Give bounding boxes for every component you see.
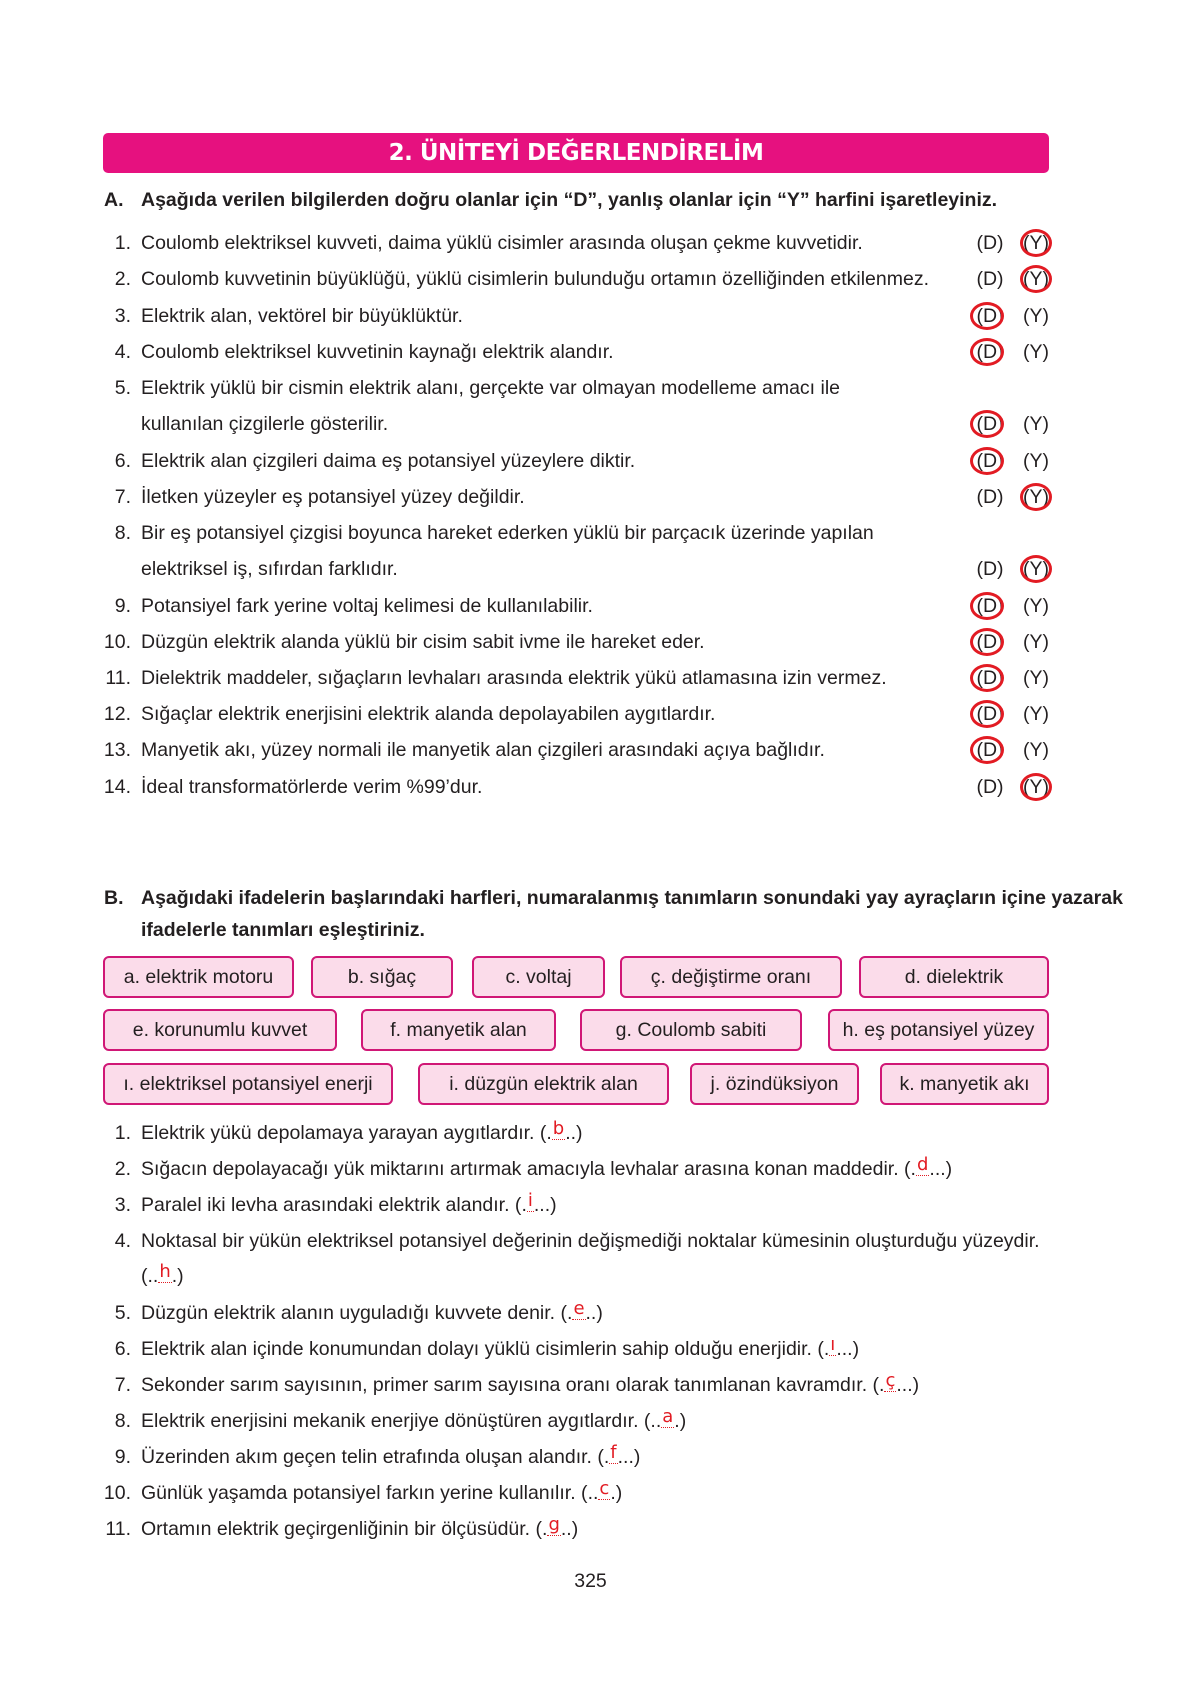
option-d[interactable] — [973, 699, 1007, 729]
option-d[interactable] — [973, 337, 1007, 367]
item-text: Dielektrik maddeler, sığaçların levhaları arasında elektrik yükü atlamasına izin vermez. — [141, 667, 887, 689]
item-number: 2. — [114, 1158, 131, 1180]
true-false-item — [100, 482, 1060, 512]
handwritten-answer[interactable]: c — [599, 1478, 610, 1499]
answer-dots: .. — [147, 1265, 159, 1287]
item-text — [141, 1406, 1080, 1437]
definition-text: Elektrik yükü depolamaya yarayan aygıtlardır. ( — [141, 1122, 547, 1144]
item-number: 12. — [103, 703, 131, 725]
answer-dots-close: ...) — [617, 1446, 641, 1468]
section-b-letter: B. — [104, 887, 124, 909]
item-number: 9. — [114, 1446, 131, 1468]
true-false-item — [100, 446, 1060, 476]
term-box: f. manyetik alan — [361, 1009, 556, 1051]
option-d-label: (D) — [976, 667, 1004, 689]
option-y-label: (Y) — [1023, 232, 1049, 254]
handwritten-answer[interactable]: d — [916, 1154, 929, 1175]
definition-text: Sekonder sarım sayısının, primer sarım sayısına oranı olarak tanımlanan kavramdır. ( — [141, 1374, 880, 1396]
item-text — [141, 1478, 1080, 1509]
definition-text: Elektrik enerjisini mekanik enerjiye dönüştüren aygıtlardır. ( — [141, 1410, 651, 1432]
option-y[interactable] — [1019, 446, 1053, 476]
option-d[interactable] — [973, 482, 1007, 512]
answer-circle-mark — [970, 410, 1004, 438]
item-text: Coulomb elektriksel kuvveti, daima yüklü cisimler arasında oluşan çekme kuvvetidir. — [141, 232, 863, 254]
option-y-label: (Y) — [1023, 739, 1049, 761]
answer-dots: .. — [650, 1410, 662, 1432]
term-box: ç. değiştirme oranı — [620, 956, 842, 998]
option-y[interactable] — [1019, 772, 1053, 802]
true-false-item — [100, 735, 1060, 765]
item-number: 9. — [114, 595, 131, 617]
term-box: a. elektrik motoru — [103, 956, 294, 998]
answer-circle-mark — [970, 338, 1004, 366]
option-d-label: (D) — [976, 558, 1004, 580]
section-b-instruction: Aşağıdaki ifadelerin başlarındaki harfleri, numaralanmış tanımların sonundaki yay ayraçların içine yazarak ifadelerle tanımları eşleştiriniz. — [141, 887, 1123, 941]
option-y-label: (Y) — [1023, 413, 1049, 435]
term-box: h. eş potansiyel yüzey — [828, 1009, 1049, 1051]
option-d-label: (D) — [976, 268, 1004, 290]
item-text — [141, 1514, 1080, 1545]
handwritten-answer[interactable]: ç — [885, 1370, 896, 1391]
true-false-item — [100, 663, 1060, 693]
section-a-instruction: Aşağıda verilen bilgilerden doğru olanlar için “D”, yanlış olanlar için “Y” harfini işaretleyiniz. — [141, 189, 998, 211]
answer-dots-close: .) — [171, 1265, 184, 1287]
term-box: d. dielektrik — [859, 956, 1049, 998]
true-false-item — [100, 301, 1060, 331]
answer-dots: . — [879, 1374, 885, 1396]
item-text-continued: elektriksel iş, sıfırdan farklıdır. — [141, 558, 398, 580]
option-y-label: (Y) — [1023, 703, 1049, 725]
handwritten-answer[interactable]: a — [662, 1406, 674, 1427]
option-y-label: (Y) — [1023, 268, 1049, 290]
term-box: e. korunumlu kuvvet — [103, 1009, 337, 1051]
answer-circle-mark — [1020, 229, 1052, 257]
option-d[interactable] — [973, 591, 1007, 621]
option-y-label: (Y) — [1023, 776, 1049, 798]
option-y-label: (Y) — [1023, 341, 1049, 363]
item-text — [141, 1442, 1080, 1473]
item-text: Manyetik akı, yüzey normali ile manyetik alan çizgileri arasındaki açıya bağlıdır. — [141, 739, 825, 761]
answer-dots-close: .) — [674, 1410, 687, 1432]
item-number: 3. — [114, 305, 131, 327]
term-box: c. voltaj — [472, 956, 605, 998]
answer-dots-close: ...) — [929, 1158, 953, 1180]
option-y[interactable] — [1019, 337, 1053, 367]
item-number: 14. — [103, 776, 131, 798]
answer-circle-mark — [970, 664, 1004, 692]
option-y[interactable] — [1019, 591, 1053, 621]
item-number: 4. — [114, 1230, 131, 1252]
answer-circle-mark — [970, 628, 1004, 656]
option-d-label: (D) — [976, 739, 1004, 761]
option-d[interactable] — [973, 663, 1007, 693]
handwritten-answer[interactable]: g — [548, 1514, 560, 1535]
handwritten-answer[interactable]: i — [527, 1190, 533, 1211]
item-text: Sığaçlar elektrik enerjisini elektrik alanda depolayabilen aygıtlardır. — [141, 703, 716, 725]
true-false-item — [100, 264, 1060, 294]
option-y[interactable] — [1019, 301, 1053, 331]
item-text — [141, 1334, 1080, 1365]
term-box: j. özindüksiyon — [690, 1063, 859, 1105]
answer-dots: . — [521, 1194, 527, 1216]
option-d[interactable] — [973, 554, 1007, 584]
item-text: Elektrik alan çizgileri daima eş potansiyel yüzeylere diktir. — [141, 450, 636, 472]
item-text — [141, 1370, 1080, 1401]
answer-circle-mark — [1020, 555, 1052, 583]
answer-circle-mark — [1020, 265, 1052, 293]
option-y-label: (Y) — [1023, 486, 1049, 508]
item-text — [141, 1224, 1080, 1294]
true-false-item — [100, 772, 1060, 802]
answer-dots-close: ...) — [836, 1338, 860, 1360]
term-box: i. düzgün elektrik alan — [418, 1063, 669, 1105]
option-y-label: (Y) — [1023, 558, 1049, 580]
definition-text: Günlük yaşamda potansiyel farkın yerine kullanılır. ( — [141, 1482, 588, 1504]
term-box: ı. elektriksel potansiyel enerji — [103, 1063, 393, 1105]
true-false-item — [100, 373, 1060, 435]
unit-title-banner: 2. ÜNİTEYİ DEĞERLENDİRELİM — [103, 133, 1049, 173]
item-text: İletken yüzeyler eş potansiyel yüzey değildir. — [141, 486, 525, 508]
item-number: 5. — [114, 1302, 131, 1324]
option-y-label: (Y) — [1023, 450, 1049, 472]
option-y[interactable] — [1019, 699, 1053, 729]
answer-dots: . — [603, 1446, 610, 1468]
item-text — [141, 1190, 1080, 1221]
option-d[interactable] — [973, 446, 1007, 476]
definition-text: Düzgün elektrik alanın uyguladığı kuvvete denir. ( — [141, 1302, 568, 1324]
item-number: 7. — [114, 486, 131, 508]
option-y[interactable] — [1019, 627, 1053, 657]
option-d[interactable] — [973, 627, 1007, 657]
section-a-letter: A. — [104, 189, 124, 211]
true-false-item — [100, 591, 1060, 621]
answer-circle-mark — [970, 592, 1004, 620]
option-d-label: (D) — [976, 703, 1004, 725]
term-box: g. Coulomb sabiti — [580, 1009, 802, 1051]
answer-circle-mark — [970, 736, 1004, 764]
item-number: 13. — [103, 739, 131, 761]
term-box: k. manyetik akı — [880, 1063, 1049, 1105]
item-number: 6. — [114, 1338, 131, 1360]
item-number: 3. — [114, 1194, 131, 1216]
item-text: Bir eş potansiyel çizgisi boyunca hareket ederken yüklü bir parçacık üzerinde yapılan — [141, 522, 874, 544]
item-number: 6. — [114, 450, 131, 472]
definition-text: Ortamın elektrik geçirgenliğinin bir ölçüsüdür. ( — [141, 1518, 543, 1540]
option-y-label: (Y) — [1023, 667, 1049, 689]
option-d[interactable] — [973, 228, 1007, 258]
option-y[interactable] — [1019, 264, 1053, 294]
item-text: İdeal transformatörlerde verim %99’dur. — [141, 776, 483, 798]
definition-text: Paralel iki levha arasındaki elektrik alandır. ( — [141, 1194, 522, 1216]
option-y[interactable] — [1019, 735, 1053, 765]
item-text: Potansiyel fark yerine voltaj kelimesi de kullanılabilir. — [141, 595, 593, 617]
option-d[interactable] — [973, 301, 1007, 331]
item-text: Elektrik yüklü bir cismin elektrik alanı, gerçekte var olmayan modelleme amacı ile — [141, 377, 841, 399]
answer-dots-close: ..) — [560, 1518, 579, 1540]
answer-dots-close: ...) — [533, 1194, 557, 1216]
item-number: 8. — [114, 522, 131, 544]
answer-circle-mark — [970, 447, 1004, 475]
handwritten-answer[interactable]: h — [159, 1261, 171, 1282]
item-number: 11. — [105, 667, 131, 689]
option-y[interactable] — [1019, 228, 1053, 258]
handwritten-answer[interactable]: f — [610, 1442, 617, 1463]
answer-circle-mark — [1020, 773, 1052, 801]
answer-dots: . — [542, 1518, 548, 1540]
item-number: 7. — [114, 1374, 131, 1396]
option-d-label: (D) — [976, 631, 1004, 653]
answer-dots-close: .) — [610, 1482, 623, 1504]
handwritten-answer[interactable]: ı — [830, 1334, 836, 1355]
item-number: 10. — [103, 1482, 131, 1504]
option-d-label: (D) — [976, 776, 1004, 798]
option-d-label: (D) — [976, 595, 1004, 617]
answer-circle-mark — [970, 700, 1004, 728]
item-number: 8. — [114, 1410, 131, 1432]
option-y-label: (Y) — [1023, 595, 1049, 617]
true-false-item — [100, 627, 1060, 657]
definition-text: Üzerinden akım geçen telin etrafında oluşan alandır. ( — [141, 1446, 604, 1468]
item-text — [141, 1118, 1080, 1149]
item-text: Elektrik alan, vektörel bir büyüklüktür. — [141, 305, 463, 327]
option-y-label: (Y) — [1023, 631, 1049, 653]
definition-text: Sığacın depolayacağı yük miktarını artırmak amacıyla levhalar arasına konan maddedir. ( — [141, 1158, 911, 1180]
answer-dots-close: ...) — [896, 1374, 920, 1396]
answer-dots-close: ..) — [565, 1122, 583, 1144]
option-y[interactable] — [1019, 482, 1053, 512]
definition-text: Elektrik alan içinde konumundan dolayı yüklü cisimlerin sahip olduğu enerjidir. ( — [141, 1338, 824, 1360]
answer-dots: . — [546, 1122, 552, 1144]
item-text: Coulomb elektriksel kuvvetinin kaynağı elektrik alandır. — [141, 341, 614, 363]
true-false-item — [100, 337, 1060, 367]
option-y[interactable] — [1019, 409, 1053, 439]
true-false-item — [100, 699, 1060, 729]
option-d[interactable] — [973, 735, 1007, 765]
item-text: Coulomb kuvvetinin büyüklüğü, yüklü cisimlerin bulunduğu ortamın özelliğinden etkilenmez. — [141, 268, 930, 290]
handwritten-answer[interactable]: e — [573, 1298, 585, 1319]
answer-circle-mark — [970, 302, 1004, 330]
item-number: 11. — [105, 1518, 131, 1540]
definition-text: Noktasal bir yükün elektriksel potansiyel değerinin değişmediği noktalar kümesinin oluşturduğu yüzeydir. ( — [141, 1230, 1040, 1287]
item-number: 1. — [114, 1122, 131, 1144]
answer-dots: . — [567, 1302, 573, 1324]
item-text — [141, 1298, 1080, 1329]
option-d[interactable] — [973, 409, 1007, 439]
answer-dots: . — [910, 1158, 916, 1180]
answer-dots: .. — [587, 1482, 599, 1504]
answer-circle-mark — [1020, 483, 1052, 511]
item-number: 5. — [114, 377, 131, 399]
term-box: b. sığaç — [311, 956, 453, 998]
item-number: 1. — [114, 232, 131, 254]
option-d-label: (D) — [976, 486, 1004, 508]
option-d-label: (D) — [976, 450, 1004, 472]
option-d-label: (D) — [976, 305, 1004, 327]
option-d-label: (D) — [976, 232, 1004, 254]
item-number: 10. — [103, 631, 131, 653]
item-text: Düzgün elektrik alanda yüklü bir cisim sabit ivme ile hareket eder. — [141, 631, 705, 653]
page-number: 325 — [574, 1570, 607, 1592]
answer-dots-close: ..) — [585, 1302, 603, 1324]
true-false-item — [100, 518, 1060, 580]
option-d-label: (D) — [976, 413, 1004, 435]
item-text — [141, 1154, 1080, 1185]
option-d[interactable] — [973, 772, 1007, 802]
true-false-item — [100, 228, 1060, 258]
option-d[interactable] — [973, 264, 1007, 294]
option-y[interactable] — [1019, 554, 1053, 584]
item-text-continued: kullanılan çizgilerle gösterilir. — [141, 413, 389, 435]
option-y-label: (Y) — [1023, 305, 1049, 327]
option-y[interactable] — [1019, 663, 1053, 693]
item-number: 2. — [114, 268, 131, 290]
answer-dots: . — [823, 1338, 830, 1360]
handwritten-answer[interactable]: b — [552, 1118, 565, 1139]
item-number: 4. — [114, 341, 131, 363]
option-d-label: (D) — [976, 341, 1004, 363]
